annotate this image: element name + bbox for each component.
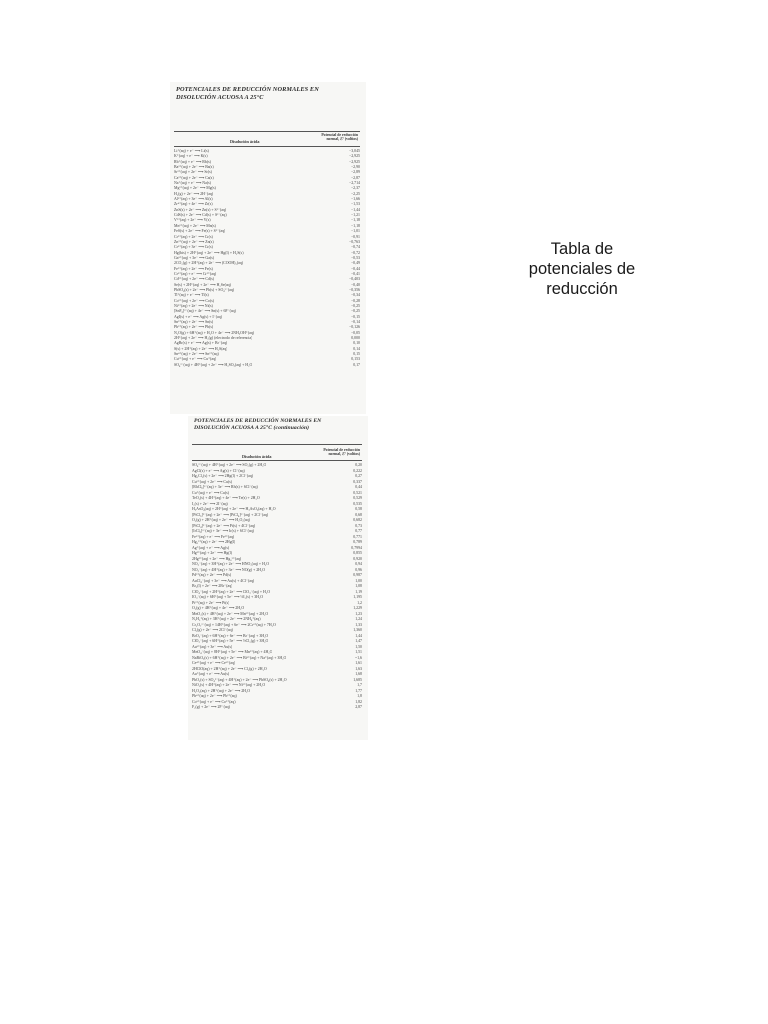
potential-value: −0,14 (350, 320, 360, 324)
half-reaction: Ce⁴⁺(aq) + e⁻ ⟶ Ce³⁺(aq) (192, 661, 236, 665)
potential-value: 0,153 (351, 357, 360, 362)
slide-caption (512, 239, 652, 299)
potential-value: 1,33 (355, 622, 362, 627)
potential-value: 0,96 (355, 567, 362, 572)
half-reaction: Hg(bis) + 2H⁺(aq) + 2e⁻ ⟶ Hg(l) + H₂S(s) (174, 250, 244, 255)
half-reaction: Pd²⁺(aq) + 2e⁻ ⟶ Pd(s) (192, 573, 232, 577)
half-reaction: Cl₂(g) + 2e⁻ ⟶ 2Cl⁻(aq) (192, 628, 233, 632)
reaction-list (174, 149, 360, 368)
half-reaction: Hg²⁺(aq) + 2e⁻ ⟶ Hg(l) (192, 551, 233, 555)
potential-value: −0,40 (350, 282, 360, 287)
potential-value: −0,763 (349, 239, 360, 244)
half-reaction: Cu²⁺(aq) + 2e⁻ ⟶ Cu(s) (192, 479, 233, 484)
potential-value: 1,68 (355, 672, 362, 676)
half-reaction: Mn²⁺(aq) + 2e⁻ ⟶ Mn(s) (174, 223, 216, 228)
half-reaction: Cr²⁺(aq) + 2e⁻ ⟶ Cr(s) (174, 234, 213, 239)
half-reaction: Mg²⁺(aq) + 2e⁻ ⟶ Mg(s) (174, 186, 216, 191)
potential-value: 1,229 (353, 606, 362, 610)
half-reaction: H₃AsO₄(aq) + 2H⁺(aq) + 2e⁻ ⟶ H₃AsO₃(aq) + H₂O (192, 507, 276, 511)
potential-value: −0,34 (350, 293, 360, 298)
potential-value: −0,72 (350, 250, 360, 255)
potential-value: 0,73 (355, 523, 362, 528)
half-reaction: S(s) + 2H⁺(aq) + 2e⁻ ⟶ H₂S(aq) (174, 346, 228, 351)
potential-value: −2,25 (350, 191, 360, 196)
potential-value: 2,87 (355, 705, 362, 709)
half-reaction: 2CO₂(g) + 2H⁺(aq) + 2e⁻ ⟶ (COOH)₂(aq) (174, 261, 244, 266)
half-reaction: Cu²⁺(aq) + e⁻ ⟶ Cu⁺(aq) (174, 357, 217, 362)
caption-line-3: reducción (546, 280, 618, 298)
half-reaction: 2H⁺(aq) + 2e⁻ ⟶ H₂(g) (electrodo de referencia) (174, 336, 253, 341)
potential-value: 1,24 (355, 617, 362, 621)
potential-value: 0,17 (353, 362, 360, 367)
potential-value: 0,855 (353, 551, 362, 555)
half-reaction: Pt²⁺(aq) + 2e⁻ ⟶ Pt(s) (192, 600, 230, 605)
half-reaction: I₂(s) + 2e⁻ ⟶ 2I⁻(aq) (192, 501, 228, 506)
half-reaction: Cr₂O₇²⁻(aq) + 14H⁺(aq) + 6e⁻ ⟶ 2Cr³⁺(aq) + 7H₂O (192, 622, 276, 627)
potential-value: −2,714 (349, 181, 360, 186)
half-reaction: AgI(s) + e⁻ ⟶ Ag(s) + I⁻(aq) (174, 314, 222, 319)
half-reaction: Br₂(l) + 2e⁻ ⟶ 2Br⁻(aq) (192, 584, 233, 588)
potential-value: −0,91 (350, 234, 360, 239)
potential-value: 1,8 (357, 694, 362, 698)
potential-value: 1,360 (353, 628, 362, 632)
half-reaction: Fe²⁺(aq) + 2e⁻ ⟶ Fe(s) (174, 266, 213, 271)
potential-value: 0,529 (353, 496, 362, 500)
half-reaction: FeS(s) + 2e⁻ ⟶ Fe(s) + S²⁻(aq) (174, 229, 226, 234)
potential-value: 0,68 (355, 512, 362, 517)
half-reaction: Tl⁺(aq) + e⁻ ⟶ Tl(s) (174, 293, 209, 298)
potential-value: −0,356 (349, 287, 360, 292)
potential-value: 1,19 (355, 589, 362, 594)
half-reaction: AgBr(s) + e⁻ ⟶ Ag(s) + Br⁻(aq) (174, 341, 228, 346)
potential-value: 0,771 (353, 534, 362, 539)
half-reaction: Ba²⁺(aq) + 2e⁻ ⟶ Ba(s) (174, 165, 214, 170)
half-reaction: Fe³⁺(aq) + e⁻ ⟶ Fe²⁺(aq) (192, 534, 235, 539)
potential-value: 0,789 (353, 540, 362, 544)
potential-value: −0,41 (350, 271, 360, 276)
half-reaction: Rb⁺(aq) + e⁻ ⟶ Rb(s) (174, 159, 211, 164)
half-reaction: V²⁺(aq) + 2e⁻ ⟶ V(s) (174, 218, 211, 223)
half-reaction: N₂O(g) + 6H⁺(aq) + H₂O + 4e⁻ ⟶ 2NH₃OH⁺(aq) (174, 330, 255, 335)
potential-value: −1,18 (350, 223, 360, 228)
potential-value: −3,045 (349, 149, 360, 153)
table-title-line-2: DISOLUCIÓN ACUOSA A 25°C (176, 94, 264, 101)
half-reaction: IO₃⁻(aq) + 6H⁺(aq) + 5e⁻ ⟶ ½I₂(s) + 3H₂O (192, 595, 264, 599)
potential-value: 1,7 (357, 683, 362, 687)
potential-value: 0,44 (355, 485, 362, 489)
potential-value: 0,535 (353, 501, 362, 506)
table-top-rule (192, 444, 362, 445)
potential-value: −1,21 (350, 213, 360, 218)
half-reaction: [SnF₆]²⁻(aq) + 4e⁻ ⟶ Sn(s) + 6F⁻(aq) (174, 309, 236, 314)
potential-value: −1,01 (350, 229, 360, 234)
table-title-line-1: POTENCIALES DE REDUCCIÓN NORMALES EN (194, 418, 322, 424)
half-reaction: ClO₄⁻(aq) + 2H⁺(aq) + 2e⁻ ⟶ ClO₃⁻(aq) + H₂O (192, 589, 271, 594)
potential-value: 1,685 (353, 677, 362, 682)
half-reaction: TeO₂(s) + 4H⁺(aq) + 4e⁻ ⟶ Te(s) + 2H₂O (192, 496, 260, 500)
half-reaction: SO₄²⁻(aq) + 4H⁺(aq) + 2e⁻ ⟶ SO₂(g) + 2H₂O (192, 463, 267, 467)
half-reaction: H₂O₂(aq) + 2H⁺(aq) + 2e⁻ ⟶ 2H₂O (192, 688, 251, 693)
potential-value: 1,23 (355, 611, 362, 616)
half-reaction: [PtCl₄]²⁻(aq) + 2e⁻ ⟶ Pt(s) + 4Cl⁻(aq) (192, 523, 256, 528)
potential-value: 1,47 (355, 639, 362, 643)
scanned-table-page-2 (188, 416, 368, 740)
half-reaction: Pb⁴⁺(aq) + 2e⁻ ⟶ Pb²⁺(aq) (192, 694, 237, 698)
half-reaction: PbSO₄(s) + 2e⁻ ⟶ Pb(s) + SO₄²⁻(aq) (174, 287, 235, 292)
potential-value: 0,15 (353, 352, 360, 357)
potential-value: 1,82 (355, 699, 362, 704)
half-reaction: 2Hg²⁺(aq) + 2e⁻ ⟶ Hg₂²⁺(aq) (192, 556, 242, 561)
half-reaction: O₂(g) + 4H⁺(aq) + 4e⁻ ⟶ 2H₂O (192, 606, 245, 610)
potential-value: 1,51 (355, 650, 362, 654)
potential-value: 0,000 (351, 336, 360, 341)
potential-value: 1,2 (357, 600, 362, 605)
half-reaction: H₂(g) + 2e⁻ ⟶ 2H⁻(aq) (174, 191, 214, 196)
potential-value: −2,87 (350, 175, 360, 180)
half-reaction: K⁺(aq) + e⁻ ⟶ K(s) (174, 154, 208, 159)
table-title-line-2: DISOLUCIÓN ACUOSA A 25°C (continuación) (194, 425, 310, 431)
half-reaction: Cu⁺(aq) + e⁻ ⟶ Cu(s) (192, 490, 229, 495)
column-header-solution: Disolución ácida (230, 139, 260, 144)
potential-value: 0,58 (355, 507, 362, 511)
potential-value: 0,987 (353, 573, 362, 577)
potential-value: 1,08 (355, 584, 362, 588)
half-reaction: Zr⁴⁺(aq) + 4e⁻ ⟶ Zr(s) (174, 202, 213, 207)
potential-value: 0,337 (353, 479, 362, 484)
potential-value: 0,521 (353, 490, 362, 495)
half-reaction: Ag⁺(aq) + e⁻ ⟶ Ag(s) (192, 545, 230, 550)
potential-value: 0,7994 (351, 545, 362, 550)
potential-value: −0,44 (350, 266, 360, 271)
half-reaction: Co³⁺(aq) + e⁻ ⟶ Co²⁺(aq) (192, 699, 236, 704)
potential-value: 0,77 (355, 529, 362, 533)
half-reaction: NO₃⁻(aq) + 4H⁺(aq) + 3e⁻ ⟶ NO(g) + 2H₂O (192, 567, 266, 572)
potential-value: ~1,6 (355, 655, 362, 660)
half-reaction: BrO₃⁻(aq) + 6H⁺(aq) + 6e⁻ ⟶ Br⁻(aq) + 3H₂O (192, 633, 269, 638)
table-header-rule (192, 460, 362, 461)
half-reaction: Co²⁺(aq) + 2e⁻ ⟶ Co(s) (174, 298, 215, 303)
potential-value: 0,682 (353, 518, 362, 522)
half-reaction: MnO₄⁻(aq) + 8H⁺(aq) + 5e⁻ ⟶ Mn²⁺(aq) + 4H₂O (192, 650, 273, 654)
half-reaction: Cd²⁺(aq) + 2e⁻ ⟶ Cd(s) (174, 277, 215, 282)
half-reaction: NiO₂(s) + 4H⁺(aq) + 2e⁻ ⟶ Ni²⁺(aq) + 2H₂O (192, 683, 266, 687)
caption-line-1: Tabla de (550, 240, 614, 258)
caption-line-2: potenciales de (528, 260, 636, 278)
potential-value: 1,00 (355, 578, 362, 583)
half-reaction: ClO₃⁻(aq) + 6H⁺(aq) + 5e⁻ ⟶ ½Cl₂(g) + 3H₂O (192, 639, 269, 643)
table-title-line-1: POTENCIALES DE REDUCCIÓN NORMALES EN (176, 86, 319, 93)
reaction-row (174, 363, 360, 368)
half-reaction: AgCl(s) + e⁻ ⟶ Ag(s) + Cl⁻(aq) (192, 468, 245, 473)
half-reaction: Pb²⁺(aq) + 2e⁻ ⟶ Pb(s) (174, 325, 214, 330)
half-reaction: CdS(s) + 2e⁻ ⟶ Cd(s) + S²⁻(aq) (174, 213, 227, 218)
half-reaction: Sn²⁺(aq) + 2e⁻ ⟶ Sn(s) (174, 320, 214, 324)
potential-value: −0,126 (349, 325, 360, 330)
reaction-list (192, 463, 362, 711)
half-reaction: 2HClO(aq) + 2H⁺(aq) + 2e⁻ ⟶ Cl₂(g) + 2H₂O (192, 666, 267, 671)
half-reaction: ZnS(s) + 2e⁻ ⟶ Zn(s) + S²⁻(aq) (174, 207, 227, 212)
column-header-potential: Potencial de reducción normal, ℰ° (voltios) (323, 448, 360, 457)
column-header-potential: Potencial de reducción normal, ℰ° (voltios) (321, 133, 358, 142)
half-reaction: [PtCl₆]²⁻(aq) + 2e⁻ ⟶ [PtCl₄]²⁻(aq) + 2Cl⁻(aq) (192, 512, 269, 517)
potential-value: −2,925 (349, 159, 360, 164)
half-reaction: Cr³⁺(aq) + e⁻ ⟶ Cr²⁺(aq) (174, 271, 217, 276)
half-reaction: Ca²⁺(aq) + 2e⁻ ⟶ Ca(s) (174, 175, 214, 180)
potential-value: 0,20 (355, 463, 362, 467)
half-reaction: PbO₂(s) + SO₄²⁻(aq) + 4H⁺(aq) + 2e⁻ ⟶ PbSO₄(s) + 2H₂O (192, 677, 287, 682)
potential-value: 0,14 (353, 346, 360, 351)
half-reaction: [IrCl₆]³⁻(aq) + 3e⁻ ⟶ Ir(s) + 6Cl⁻(aq) (192, 529, 254, 533)
half-reaction: Al³⁺(aq) + 3e⁻ ⟶ Al(s) (174, 197, 213, 202)
potential-value: −1,66 (350, 197, 360, 202)
half-reaction: Au⁺(aq) + e⁻ ⟶ Au(s) (192, 672, 230, 676)
half-reaction: AuCl₄⁻(aq) + 3e⁻ ⟶ Au(s) + 4Cl⁻(aq) (192, 578, 255, 583)
potential-value: −2,37 (350, 186, 360, 191)
potential-value: −0,28 (350, 298, 360, 303)
half-reaction: Ga³⁺(aq) + 3e⁻ ⟶ Ga(s) (174, 255, 215, 260)
half-reaction: Au³⁺(aq) + 3e⁻ ⟶ Au(s) (192, 644, 233, 649)
half-reaction: F₂(g) + 2e⁻ ⟶ 2F⁻(aq) (192, 705, 230, 709)
half-reaction: Sr²⁺(aq) + 2e⁻ ⟶ Sr(s) (174, 170, 212, 175)
potential-value: 0,920 (353, 556, 362, 561)
potential-value: 0,27 (355, 474, 362, 478)
half-reaction: O₂(g) + 2H⁺(aq) + 2e⁻ ⟶ H₂O₂(aq) (192, 518, 250, 522)
potential-value: −0,403 (349, 277, 360, 282)
table-header-rule (174, 146, 360, 147)
half-reaction: Sn⁴⁺(aq) + 2e⁻ ⟶ Sn²⁺(aq) (174, 352, 219, 357)
half-reaction: SO₄²⁻(aq) + 4H⁺(aq) + 2e⁻ ⟶ H₂SO₃(aq) + H₂O (174, 362, 253, 367)
potential-value: −0,49 (350, 261, 360, 266)
half-reaction: MnO₂(s) + 4H⁺(aq) + 2e⁻ ⟶ Mn²⁺(aq) + 2H₂O (192, 611, 269, 616)
potential-value: −1,53 (350, 202, 360, 207)
potential-value: −2,89 (350, 170, 360, 175)
potential-value: 1,44 (355, 633, 362, 638)
half-reaction: Se(s) + 2H⁺(aq) + 2e⁻ ⟶ H₂Se(aq) (174, 282, 231, 287)
half-reaction: Zn²⁺(aq) + 2e⁻ ⟶ Zn(s) (174, 239, 214, 244)
potential-value: −1,44 (350, 207, 360, 212)
potential-value: 0,94 (355, 562, 362, 566)
potential-value: −0,15 (350, 314, 360, 319)
potential-value: −0,53 (350, 255, 360, 260)
potential-value: 1,50 (355, 644, 362, 649)
half-reaction: [RhCl₆]³⁻(aq) + 3e⁻ ⟶ Rh(s) + 6Cl⁻(aq) (192, 485, 258, 489)
potential-value: −2,90 (350, 165, 360, 170)
half-reaction: Hg₂Cl₂(s) + 2e⁻ ⟶ 2Hg(l) + 2Cl⁻(aq) (192, 474, 254, 478)
half-reaction: NO₃⁻(aq) + 3H⁺(aq) + 2e⁻ ⟶ HNO₂(aq) + H₂O (192, 562, 270, 566)
potential-value: −2,925 (349, 154, 360, 159)
potential-value: −0,25 (350, 309, 360, 314)
potential-value: 0,222 (353, 468, 362, 473)
potential-value: 1,77 (355, 688, 362, 693)
half-reaction: Cr³⁺(aq) + 3e⁻ ⟶ Cr(s) (174, 245, 213, 250)
potential-value: −0,74 (350, 245, 360, 250)
potential-value: 1,61 (355, 661, 362, 665)
half-reaction: Li⁺(aq) + e⁻ ⟶ Li(s) (174, 149, 209, 153)
half-reaction: N₂H₅⁺(aq) + 3H⁺(aq) + 2e⁻ ⟶ 2NH₄⁺(aq) (192, 617, 261, 621)
column-header-solution: Disolución ácida (242, 454, 272, 459)
scanned-table-page-1 (170, 82, 366, 414)
potential-value: −1,18 (350, 218, 360, 223)
table-top-rule (174, 131, 360, 132)
potential-value: 1,195 (353, 595, 362, 599)
potential-value: −0,05 (350, 330, 360, 335)
half-reaction: Hg₂²⁺(aq) + 2e⁻ ⟶ 2Hg(l) (192, 540, 236, 544)
half-reaction: Ni²⁺(aq) + 2e⁻ ⟶ Ni(s) (174, 303, 213, 308)
potential-value: −0,25 (350, 303, 360, 308)
potential-value: 1,63 (355, 666, 362, 671)
half-reaction: Na⁺(aq) + e⁻ ⟶ Na(s) (174, 181, 211, 186)
reaction-row (192, 705, 362, 711)
half-reaction: NaBiO₃(s) + 6H⁺(aq) + 2e⁻ ⟶ Bi³⁺(aq) + Na⁺(aq) + 3H₂O (192, 655, 287, 660)
potential-value: 0,10 (353, 341, 360, 346)
